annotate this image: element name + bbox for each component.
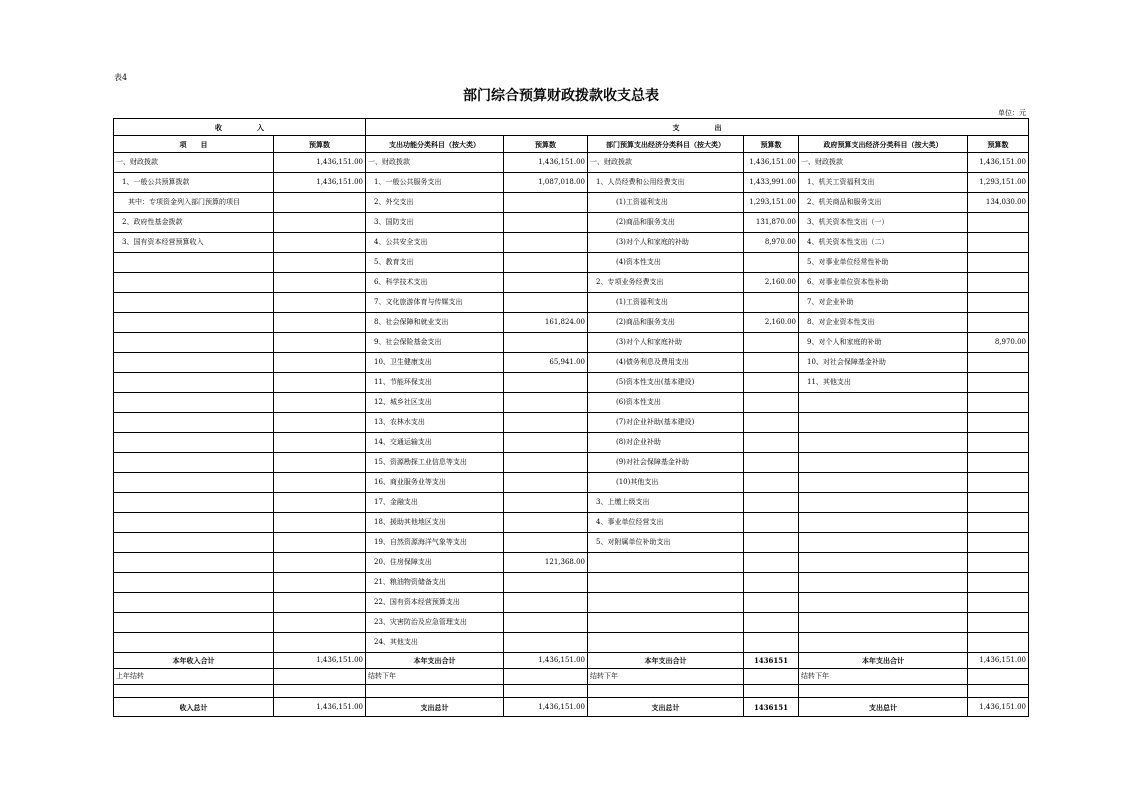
income-amount-cell: [274, 373, 366, 393]
table-row: [114, 653, 1029, 669]
dept-amount-cell: [744, 393, 799, 413]
gov-amount-cell: 1,293,151.00: [968, 173, 1029, 193]
function-item-cell: 6、科学技术支出: [366, 273, 504, 293]
income-amount-cell: [274, 433, 366, 453]
gov-item-cell: [799, 513, 968, 533]
income-item-cell: [114, 353, 274, 373]
table-row: [114, 173, 1029, 193]
function-amount-cell: [504, 593, 588, 613]
header-gov-econ-class: 政府预算支出经济分类科目（按大类）: [799, 136, 968, 153]
gov-item-cell: 一、财政拨款: [799, 153, 968, 173]
dept-item-cell: (2)商品和服务支出: [588, 313, 744, 333]
dept-item-cell: [588, 593, 744, 613]
dept-item-cell: [588, 553, 744, 573]
income-item-cell: 一、财政拨款: [114, 153, 274, 173]
header-amount-income: 预算数: [274, 136, 366, 153]
income-amount-cell: [274, 353, 366, 373]
dept-amount-cell: [744, 493, 799, 513]
table-row: [114, 553, 1029, 573]
gov-item-cell: 9、对个人和家庭的补助: [799, 333, 968, 353]
gov-item-cell: 4、机关资本性支出（二）: [799, 233, 968, 253]
function-amount-cell: [504, 473, 588, 493]
table-row: [114, 453, 1029, 473]
function-amount-cell: [504, 213, 588, 233]
table-row: [114, 293, 1029, 313]
function-item-cell: 8、社会保障和就业支出: [366, 313, 504, 333]
function-item-cell: 12、城乡社区支出: [366, 393, 504, 413]
expense-section-header: 支 出: [366, 119, 1029, 136]
table-row: [114, 233, 1029, 253]
dept-amount-cell: [744, 353, 799, 373]
dept-amount-cell: 1436151: [744, 653, 799, 669]
gov-amount-cell: [968, 273, 1029, 293]
gov-amount-cell: [968, 313, 1029, 333]
income-amount-cell: [274, 473, 366, 493]
function-item-cell: 9、社会保险基金支出: [366, 333, 504, 353]
blank-row: [114, 685, 1029, 698]
header-function-class: 支出功能分类科目（按大类）: [366, 136, 504, 153]
gov-item-cell: 3、机关资本性支出（一）: [799, 213, 968, 233]
table-row: [114, 533, 1029, 553]
gov-item-cell: [799, 433, 968, 453]
dept-amount-cell: [744, 593, 799, 613]
income-amount-cell: [274, 513, 366, 533]
dept-item-cell: (3)对个人和家庭补助: [588, 333, 744, 353]
dept-amount-cell: [744, 373, 799, 393]
gov-item-cell: 10、对社会保障基金补助: [799, 353, 968, 373]
income-item-cell: 上年结转: [114, 669, 274, 685]
income-section-header: 收 入: [114, 119, 366, 136]
gov-amount-cell: 8,970.00: [968, 333, 1029, 353]
income-item-cell: [114, 573, 274, 593]
function-amount-cell: [504, 293, 588, 313]
function-item-cell: 14、交通运输支出: [366, 433, 504, 453]
income-item-cell: 2、政府性基金拨款: [114, 213, 274, 233]
table-row: [114, 669, 1029, 685]
gov-item-cell: 结转下年: [799, 669, 968, 685]
header-dept-econ-class: 部门预算支出经济分类科目（按大类）: [588, 136, 744, 153]
function-item-cell: 21、粮油物资储备支出: [366, 573, 504, 593]
function-amount-cell: [504, 453, 588, 473]
blank-cell: [114, 685, 274, 698]
gov-amount-cell: [968, 633, 1029, 653]
income-amount-cell: 1,436,151.00: [274, 698, 366, 717]
function-item-cell: 22、国有资本经营预算支出: [366, 593, 504, 613]
gov-amount-cell: [968, 233, 1029, 253]
function-amount-cell: [504, 669, 588, 685]
function-item-cell: 15、资源勘探工业信息等支出: [366, 453, 504, 473]
dept-item-cell: (9)对社会保障基金补助: [588, 453, 744, 473]
function-amount-cell: 1,436,151.00: [504, 153, 588, 173]
income-item-cell: [114, 513, 274, 533]
function-item-cell: 2、外交支出: [366, 193, 504, 213]
dept-item-cell: (2)商品和服务支出: [588, 213, 744, 233]
function-item-cell: 本年支出合计: [366, 653, 504, 669]
dept-item-cell: (5)资本性支出(基本建设): [588, 373, 744, 393]
function-amount-cell: [504, 633, 588, 653]
income-item-cell: [114, 433, 274, 453]
dept-item-cell: (10)其他支出: [588, 473, 744, 493]
blank-cell: [744, 685, 799, 698]
income-item-cell: [114, 333, 274, 353]
income-item-cell: [114, 453, 274, 473]
dept-amount-cell: 2,160.00: [744, 273, 799, 293]
gov-item-cell: 本年支出合计: [799, 653, 968, 669]
dept-item-cell: (1)工资福利支出: [588, 293, 744, 313]
function-item-cell: 结转下年: [366, 669, 504, 685]
table-row: [114, 333, 1029, 353]
function-item-cell: 19、自然资源海洋气象等支出: [366, 533, 504, 553]
function-item-cell: 一、财政拨款: [366, 153, 504, 173]
table-number: 表4: [114, 73, 128, 82]
function-amount-cell: 161,824.00: [504, 313, 588, 333]
gov-amount-cell: [968, 473, 1029, 493]
income-item-cell: [114, 633, 274, 653]
gov-amount-cell: [968, 493, 1029, 513]
function-item-cell: 10、卫生健康支出: [366, 353, 504, 373]
dept-amount-cell: [744, 613, 799, 633]
function-amount-cell: [504, 513, 588, 533]
gov-item-cell: 2、机关商品和服务支出: [799, 193, 968, 213]
income-amount-cell: [274, 333, 366, 353]
gov-amount-cell: [968, 393, 1029, 413]
income-amount-cell: [274, 273, 366, 293]
income-amount-cell: [274, 193, 366, 213]
income-item-cell: 3、国有资本经营预算收入: [114, 233, 274, 253]
dept-amount-cell: [744, 513, 799, 533]
header-item: 项 目: [114, 136, 274, 153]
table-row: [114, 353, 1029, 373]
income-amount-cell: [274, 453, 366, 473]
function-item-cell: 5、教育支出: [366, 253, 504, 273]
dept-amount-cell: 1436151: [744, 698, 799, 717]
dept-item-cell: (4)资本性支出: [588, 253, 744, 273]
gov-amount-cell: [968, 213, 1029, 233]
table-row: [114, 393, 1029, 413]
gov-amount-cell: 134,030.00: [968, 193, 1029, 213]
blank-cell: [274, 685, 366, 698]
dept-item-cell: [588, 613, 744, 633]
dept-amount-cell: [744, 533, 799, 553]
function-amount-cell: [504, 413, 588, 433]
income-amount-cell: [274, 233, 366, 253]
function-amount-cell: [504, 333, 588, 353]
gov-amount-cell: 1,436,151.00: [968, 153, 1029, 173]
table-row: [114, 253, 1029, 273]
dept-item-cell: [588, 633, 744, 653]
function-amount-cell: 121,368.00: [504, 553, 588, 573]
dept-item-cell: 3、上缴上级支出: [588, 493, 744, 513]
income-item-cell: [114, 533, 274, 553]
gov-amount-cell: [968, 553, 1029, 573]
function-amount-cell: 1,436,151.00: [504, 698, 588, 717]
income-amount-cell: 1,436,151.00: [274, 173, 366, 193]
table-row: [114, 593, 1029, 613]
dept-item-cell: (7)对企业补助(基本建设): [588, 413, 744, 433]
unit-label: 单位：元: [998, 109, 1026, 117]
function-amount-cell: [504, 273, 588, 293]
dept-amount-cell: [744, 333, 799, 353]
gov-item-cell: [799, 613, 968, 633]
table-row: [114, 633, 1029, 653]
gov-amount-cell: [968, 669, 1029, 685]
function-amount-cell: [504, 253, 588, 273]
blank-cell: [366, 685, 504, 698]
income-item-cell: [114, 593, 274, 613]
income-amount-cell: [274, 393, 366, 413]
function-amount-cell: [504, 393, 588, 413]
income-amount-cell: 1,436,151.00: [274, 653, 366, 669]
table-row: [114, 273, 1029, 293]
gov-amount-cell: [968, 533, 1029, 553]
income-amount-cell: [274, 253, 366, 273]
function-item-cell: 23、灾害防治及应急管理支出: [366, 613, 504, 633]
dept-amount-cell: [744, 293, 799, 313]
income-item-cell: [114, 373, 274, 393]
blank-cell: [588, 685, 744, 698]
gov-amount-cell: [968, 613, 1029, 633]
gov-amount-cell: 1,436,151.00: [968, 698, 1029, 717]
table-row: [114, 698, 1029, 717]
function-item-cell: 24、其他支出: [366, 633, 504, 653]
function-amount-cell: 1,087,018.00: [504, 173, 588, 193]
function-item-cell: 16、商业服务业等支出: [366, 473, 504, 493]
dept-item-cell: 4、事业单位经营支出: [588, 513, 744, 533]
dept-amount-cell: [744, 253, 799, 273]
function-amount-cell: [504, 193, 588, 213]
gov-item-cell: 5、对事业单位经常性补助: [799, 253, 968, 273]
income-item-cell: [114, 253, 274, 273]
table-row: [114, 573, 1029, 593]
gov-amount-cell: [968, 573, 1029, 593]
dept-amount-cell: 2,160.00: [744, 313, 799, 333]
dept-item-cell: 5、对附属单位补助支出: [588, 533, 744, 553]
dept-item-cell: 一、财政拨款: [588, 153, 744, 173]
function-amount-cell: [504, 233, 588, 253]
function-item-cell: 7、文化旅游体育与传媒支出: [366, 293, 504, 313]
dept-item-cell: [588, 573, 744, 593]
income-amount-cell: [274, 493, 366, 513]
blank-cell: [799, 685, 968, 698]
income-amount-cell: [274, 293, 366, 313]
dept-amount-cell: 131,870.00: [744, 213, 799, 233]
dept-item-cell: (3)对个人和家庭的补助: [588, 233, 744, 253]
function-amount-cell: [504, 533, 588, 553]
gov-amount-cell: [968, 593, 1029, 613]
income-amount-cell: [274, 613, 366, 633]
gov-item-cell: [799, 473, 968, 493]
dept-amount-cell: [744, 473, 799, 493]
gov-item-cell: [799, 593, 968, 613]
gov-item-cell: [799, 393, 968, 413]
income-item-cell: 本年收入合计: [114, 653, 274, 669]
function-amount-cell: [504, 573, 588, 593]
gov-item-cell: [799, 573, 968, 593]
income-item-cell: [114, 273, 274, 293]
table-row: [114, 213, 1029, 233]
header-amount-dept: 预算数: [744, 136, 799, 153]
income-amount-cell: [274, 669, 366, 685]
function-item-cell: 17、金融支出: [366, 493, 504, 513]
dept-amount-cell: [744, 433, 799, 453]
income-amount-cell: [274, 313, 366, 333]
gov-item-cell: 6、对事业单位资本性补助: [799, 273, 968, 293]
income-amount-cell: [274, 553, 366, 573]
income-item-cell: [114, 493, 274, 513]
function-amount-cell: [504, 493, 588, 513]
gov-item-cell: 1、机关工资福利支出: [799, 173, 968, 193]
dept-amount-cell: [744, 453, 799, 473]
gov-item-cell: [799, 633, 968, 653]
gov-item-cell: 8、对企业资本性支出: [799, 313, 968, 333]
function-item-cell: 20、住房保障支出: [366, 553, 504, 573]
dept-item-cell: (4)债务利息及费用支出: [588, 353, 744, 373]
blank-cell: [504, 685, 588, 698]
blank-cell: [968, 685, 1029, 698]
income-item-cell: [114, 473, 274, 493]
dept-item-cell: (8)对企业补助: [588, 433, 744, 453]
dept-amount-cell: [744, 669, 799, 685]
income-item-cell: [114, 553, 274, 573]
dept-amount-cell: [744, 633, 799, 653]
gov-amount-cell: [968, 293, 1029, 313]
gov-amount-cell: [968, 413, 1029, 433]
dept-item-cell: (6)资本性支出: [588, 393, 744, 413]
function-amount-cell: [504, 373, 588, 393]
income-item-cell: [114, 413, 274, 433]
gov-amount-cell: [968, 453, 1029, 473]
income-item-cell: 其中：专项资金列入部门预算的项目: [114, 193, 274, 213]
gov-item-cell: [799, 453, 968, 473]
income-amount-cell: [274, 633, 366, 653]
gov-amount-cell: [968, 433, 1029, 453]
table-row: [114, 193, 1029, 213]
header-amount-gov: 预算数: [968, 136, 1029, 153]
table-row: [114, 373, 1029, 393]
function-item-cell: 支出总计: [366, 698, 504, 717]
dept-amount-cell: [744, 553, 799, 573]
income-amount-cell: [274, 413, 366, 433]
function-item-cell: 13、农林水支出: [366, 413, 504, 433]
income-amount-cell: [274, 213, 366, 233]
gov-item-cell: [799, 493, 968, 513]
income-item-cell: [114, 613, 274, 633]
gov-item-cell: [799, 553, 968, 573]
gov-amount-cell: 1,436,151.00: [968, 653, 1029, 669]
dept-amount-cell: 1,436,151.00: [744, 153, 799, 173]
function-amount-cell: 65,941.00: [504, 353, 588, 373]
table-row: [114, 153, 1029, 173]
income-amount-cell: [274, 573, 366, 593]
dept-item-cell: 2、专项业务经费支出: [588, 273, 744, 293]
dept-item-cell: 1、人员经费和公用经费支出: [588, 173, 744, 193]
function-item-cell: 4、公共安全支出: [366, 233, 504, 253]
function-amount-cell: [504, 613, 588, 633]
income-amount-cell: [274, 593, 366, 613]
dept-amount-cell: [744, 413, 799, 433]
table-row: [114, 613, 1029, 633]
dept-item-cell: 支出总计: [588, 698, 744, 717]
dept-amount-cell: 1,433,991.00: [744, 173, 799, 193]
gov-item-cell: [799, 413, 968, 433]
table-row: [114, 513, 1029, 533]
dept-item-cell: (1)工资福利支出: [588, 193, 744, 213]
gov-item-cell: 7、对企业补助: [799, 293, 968, 313]
function-item-cell: 18、援助其他地区支出: [366, 513, 504, 533]
gov-item-cell: 11、其他支出: [799, 373, 968, 393]
gov-amount-cell: [968, 353, 1029, 373]
function-item-cell: 11、节能环保支出: [366, 373, 504, 393]
income-amount-cell: 1,436,151.00: [274, 153, 366, 173]
table-row: [114, 493, 1029, 513]
gov-amount-cell: [968, 373, 1029, 393]
gov-item-cell: 支出总计: [799, 698, 968, 717]
income-item-cell: [114, 293, 274, 313]
header-amount-function: 预算数: [504, 136, 588, 153]
page-title: 部门综合预算财政拨款收支总表: [463, 88, 659, 104]
dept-item-cell: 本年支出合计: [588, 653, 744, 669]
function-amount-cell: [504, 433, 588, 453]
income-item-cell: 1、一般公共预算拨款: [114, 173, 274, 193]
income-item-cell: 收入总计: [114, 698, 274, 717]
table-row: [114, 413, 1029, 433]
dept-amount-cell: 1,293,151.00: [744, 193, 799, 213]
dept-amount-cell: 8,970.00: [744, 233, 799, 253]
function-item-cell: 1、一般公共服务支出: [366, 173, 504, 193]
gov-amount-cell: [968, 513, 1029, 533]
budget-table: [113, 118, 1029, 717]
table-row: [114, 473, 1029, 493]
function-amount-cell: 1,436,151.00: [504, 653, 588, 669]
function-item-cell: 3、国防支出: [366, 213, 504, 233]
dept-item-cell: 结转下年: [588, 669, 744, 685]
gov-amount-cell: [968, 253, 1029, 273]
income-item-cell: [114, 393, 274, 413]
table-row: [114, 433, 1029, 453]
table-row: [114, 313, 1029, 333]
gov-item-cell: [799, 533, 968, 553]
income-amount-cell: [274, 533, 366, 553]
income-item-cell: [114, 313, 274, 333]
dept-amount-cell: [744, 573, 799, 593]
